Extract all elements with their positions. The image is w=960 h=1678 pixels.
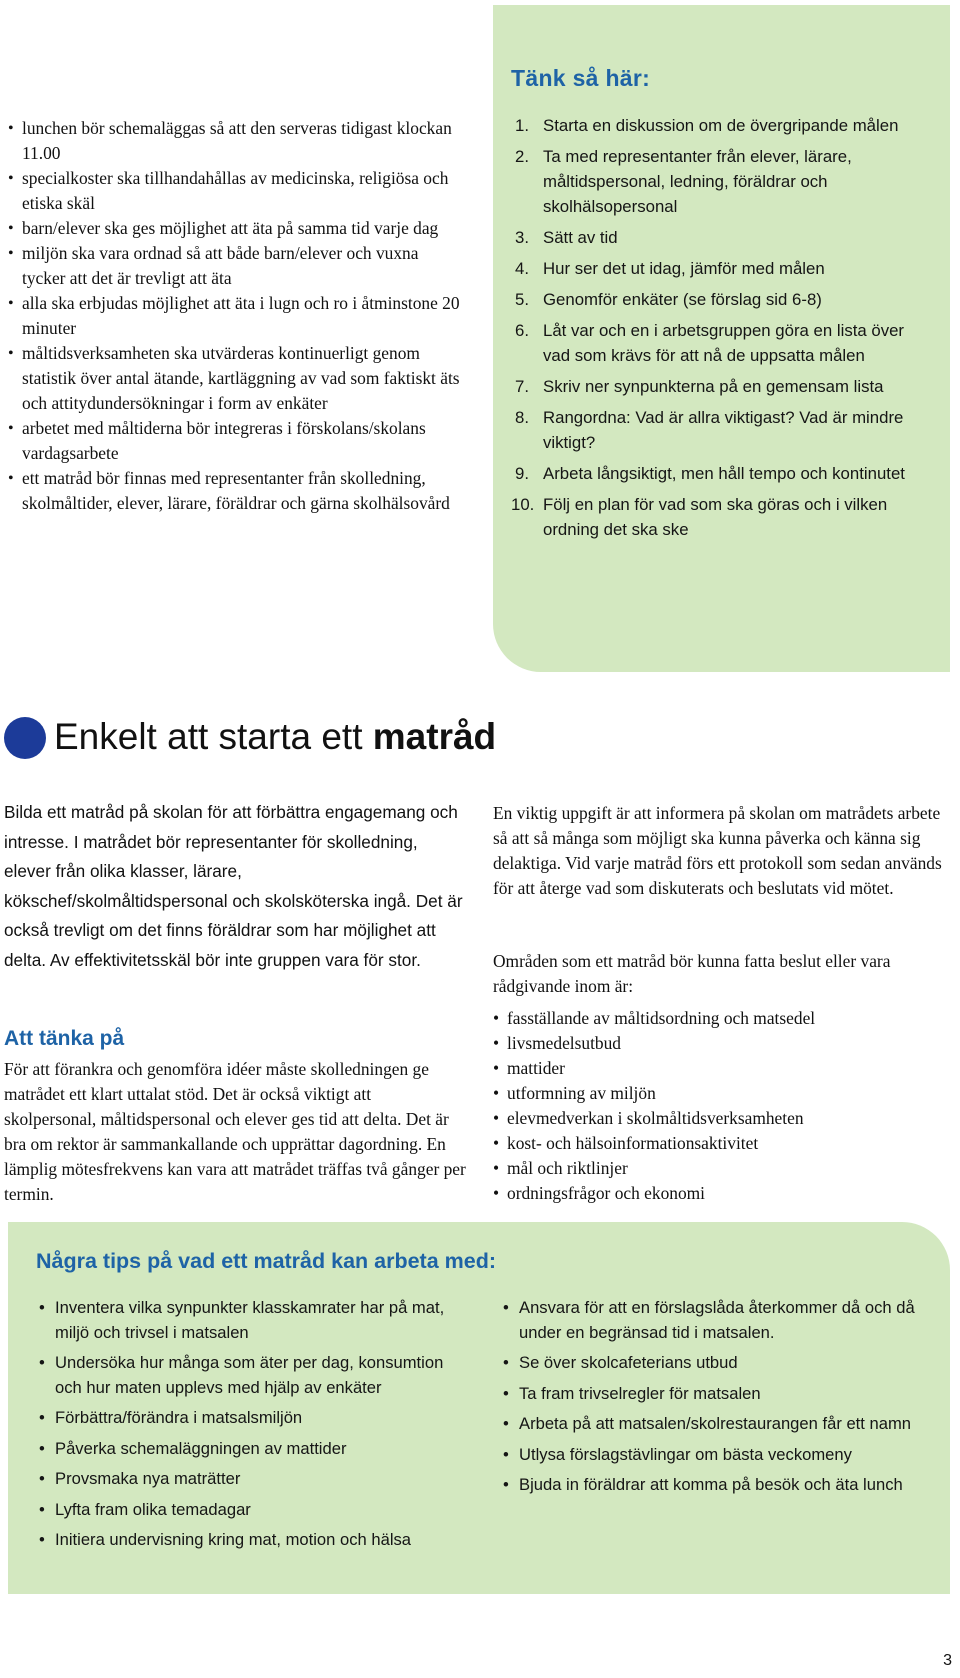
step-item	[511, 113, 931, 138]
step-number: 9.	[515, 464, 529, 483]
tip-item: • Bjuda in föräldrar att komma på besök och äta lunch	[503, 1473, 933, 1498]
step-item	[511, 287, 931, 312]
list-item: • livsmedelsutbud	[493, 1031, 943, 1056]
step-number: 8.	[515, 408, 529, 427]
list-item: • elevmedverkan i skolmåltidsverksamheten	[493, 1106, 943, 1131]
info-paragraph: En viktig uppgift är att informera på skolan om matrådets arbete så att så många som möjligt ska kunna påverka och känna sig delaktiga. Vid varje matråd förs ett protokoll som sedan används för att återge vad som diskuterats och beslutats vid mötet.	[493, 803, 942, 898]
areas-intro-paragraph: Områden som ett matråd bör kunna fatta beslut eller vara rådgivande inom är:	[493, 951, 891, 996]
tips-box	[8, 1222, 950, 1594]
step-text: Hur ser det ut idag, jämför med målen	[543, 259, 825, 278]
list-item: • fasställande av måltidsordning och matsedel	[493, 1006, 943, 1031]
list-item: • lunchen bör schemaläggas så att den serveras tidigast klockan 11.00	[8, 116, 463, 166]
tip-item: • Ansvara för att en förslagslåda återkommer då och då under en begränsad tid i matsalen.	[503, 1296, 933, 1345]
step-item	[511, 461, 931, 486]
step-text: Låt var och en i arbetsgruppen göra en lista över vad som krävs för att nå de uppsatta målen	[543, 321, 905, 365]
step-number: 3.	[515, 228, 529, 247]
list-item: • arbetet med måltiderna bör integreras i förskolans/skolans vardagsarbete	[8, 416, 463, 466]
step-text: Starta en diskussion om de övergripande målen	[543, 116, 899, 135]
tips-title: Några tips på vad ett matråd kan arbeta med:	[36, 1249, 497, 1273]
step-text: Följ en plan för vad som ska göras och i vilken ordning det ska ske	[543, 495, 888, 539]
step-text: Skriv ner synpunkterna på en gemensam lista	[543, 377, 884, 396]
step-item	[511, 256, 931, 281]
step-number: 5.	[515, 290, 529, 309]
requirements-list	[8, 116, 463, 516]
steps-list	[511, 113, 931, 548]
step-number: 1.	[515, 116, 529, 135]
step-number: 4.	[515, 259, 529, 278]
step-text: Arbeta långsiktigt, men håll tempo och kontinutet	[543, 464, 905, 483]
tip-item: • Initiera undervisning kring mat, motion och hälsa	[39, 1528, 459, 1553]
tip-item: • Utlysa förslagstävlingar om bästa veckomeny	[503, 1443, 933, 1468]
step-number: 2.	[515, 147, 529, 166]
think-about-paragraph: För att förankra och genomföra idéer måste skolledningen ge matrådet ett klart uttalat stöd. Det är också viktigt att skolpersonal, måltidspersonal och elever ges tid att delta. Det är bra om rektor är sammankallande och upprättar dagordning. En lämplig mötesfrekvens kan vara att matrådet träffas två gånger per termin.	[4, 1059, 466, 1204]
step-number: 10.	[511, 495, 535, 514]
list-item: • barn/elever ska ges möjlighet att äta på samma tid varje dag	[8, 216, 463, 241]
tip-item: • Påverka schemaläggningen av mattider	[39, 1437, 459, 1462]
tip-item: • Arbeta på att matsalen/skolrestaurangen får ett namn	[503, 1412, 933, 1437]
tips-list-left	[39, 1296, 459, 1559]
blue-dot-icon	[4, 717, 46, 759]
tip-item: • Undersöka hur många som äter per dag, konsumtion och hur maten upplevs med hjälp av enkäter	[39, 1351, 459, 1400]
step-text: Rangordna: Vad är allra viktigast? Vad är mindre viktigt?	[543, 408, 904, 452]
list-item: • mattider	[493, 1056, 943, 1081]
list-item: • kost- och hälsoinformationsaktivitet	[493, 1131, 943, 1156]
tip-item: • Provsmaka nya maträtter	[39, 1467, 459, 1492]
list-item: • måltidsverksamheten ska utvärderas kontinuerligt genom statistik över antal ätande, kartläggning av vad som faktiskt äts och attitydundersökningar i form av enkäter	[8, 341, 463, 416]
step-number: 6.	[515, 321, 529, 340]
tip-item: • Lyfta fram olika temadagar	[39, 1498, 459, 1523]
step-item	[511, 405, 931, 455]
areas-list	[493, 1006, 943, 1206]
list-item: • ordningsfrågor och ekonomi	[493, 1181, 943, 1206]
list-item: • utformning av miljön	[493, 1081, 943, 1106]
think-box-title: Tänk så här:	[511, 65, 651, 91]
step-number: 7.	[515, 377, 529, 396]
list-item: • alla ska erbjudas möjlighet att äta i lugn och ro i åtminstone 20 minuter	[8, 291, 463, 341]
think-about-heading: Att tänka på	[4, 1027, 125, 1050]
page-number: 3	[943, 1652, 952, 1669]
step-item	[511, 225, 931, 250]
section-heading-bold: matråd	[372, 716, 497, 757]
step-item	[511, 374, 931, 399]
list-item: • ett matråd bör finnas med representanter från skolledning, skolmåltider, elever, lärare, föräldrar och gärna skolhälsovård	[8, 466, 463, 516]
tip-item: • Förbättra/förändra i matsalsmiljön	[39, 1406, 459, 1431]
tip-item: • Inventera vilka synpunkter klasskamrater har på mat, miljö och trivsel i matsalen	[39, 1296, 459, 1345]
step-text: Ta med representanter från elever, lärare, måltidspersonal, ledning, föräldrar och skolhälsopersonal	[543, 147, 852, 216]
think-box	[493, 5, 950, 672]
list-item: • specialkoster ska tillhandahållas av medicinska, religiösa och etiska skäl	[8, 166, 463, 216]
step-text: Sätt av tid	[543, 228, 618, 247]
step-item	[511, 318, 931, 368]
list-item: • mål och riktlinjer	[493, 1156, 943, 1181]
list-item: • miljön ska vara ordnad så att både barn/elever och vuxna tycker att det är trevligt att äta	[8, 241, 463, 291]
section-heading-prefix: Enkelt att starta ett	[54, 716, 373, 757]
tip-item: • Ta fram trivselregler för matsalen	[503, 1382, 933, 1407]
step-item	[511, 144, 931, 219]
step-text: Genomför enkäter (se förslag sid 6-8)	[543, 290, 822, 309]
step-item	[511, 492, 931, 542]
tips-list-right	[503, 1296, 933, 1504]
intro-paragraph: Bilda ett matråd på skolan för att förbättra engagemang och intresse. I matrådet bör representanter för skolledning, elever från olika klasser, lärare, kökschef/skolmåltidspersonal och skolsköterska ingå. Det är också trevligt om det finns föräldrar som har möjlighet att delta. Av effektivitetsskäl bör inte gruppen vara för stor.	[4, 802, 463, 970]
section-heading	[54, 716, 496, 758]
tip-item: • Se över skolcafeterians utbud	[503, 1351, 933, 1376]
